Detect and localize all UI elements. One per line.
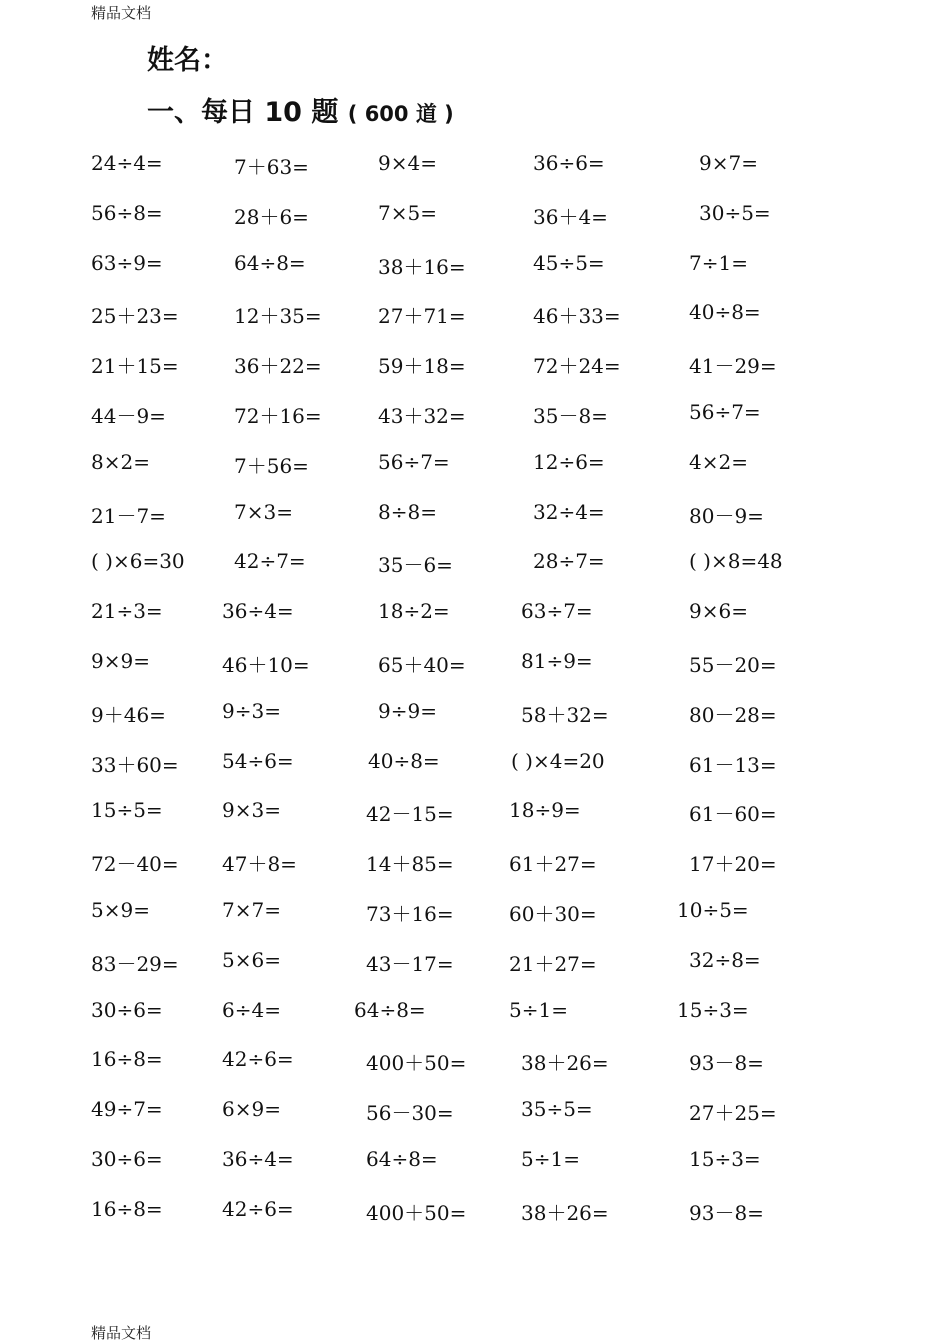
problem-row [0, 798, 950, 828]
math-problem: 36÷4= [222, 1147, 294, 1171]
math-problem: 72＋24= [533, 354, 621, 378]
math-problem: 7÷1= [689, 251, 748, 275]
problem-row [0, 599, 950, 629]
math-problem: 5÷1= [521, 1147, 580, 1171]
math-problem: 16÷8= [91, 1197, 163, 1221]
math-problem: 27＋25= [689, 1101, 777, 1125]
math-problem: 56÷7= [378, 450, 450, 474]
math-problem: 400＋50= [366, 1201, 467, 1225]
math-problem: 65＋40= [378, 653, 466, 677]
problem-row [0, 1147, 950, 1177]
math-problem: 63÷9= [91, 251, 163, 275]
problem-row [0, 450, 950, 480]
math-problem: 16÷8= [91, 1047, 163, 1071]
math-problem: 61－13= [689, 753, 777, 777]
problem-row [0, 848, 950, 878]
math-problem: 7＋63= [234, 155, 309, 179]
problem-row [0, 500, 950, 530]
math-problem: 9×7= [699, 151, 758, 175]
math-problem: 47＋8= [222, 852, 297, 876]
math-problem: 4×2= [689, 450, 748, 474]
math-problem: 93－8= [689, 1051, 764, 1075]
math-problem: 10÷5= [677, 898, 749, 922]
math-problem: 93－8= [689, 1201, 764, 1225]
math-problem: 24÷4= [91, 151, 163, 175]
math-problem: 58＋32= [521, 703, 609, 727]
math-problem: 5×9= [91, 898, 150, 922]
math-problem: 30÷5= [699, 201, 771, 225]
math-problem: 43＋32= [378, 404, 466, 428]
math-problem: 9＋46= [91, 703, 166, 727]
math-problem: 35－6= [378, 553, 453, 577]
math-problem: 72＋16= [234, 404, 322, 428]
math-problem: 8÷8= [378, 500, 437, 524]
math-problem: 9×9= [91, 649, 150, 673]
math-problem: 30÷6= [91, 1147, 163, 1171]
math-problem: 80－9= [689, 504, 764, 528]
math-problem: 35÷5= [521, 1097, 593, 1121]
math-problem: 40÷8= [368, 749, 440, 773]
math-problem: 33＋60= [91, 753, 179, 777]
section-title-text: 一、每日 10 题 [147, 97, 339, 128]
page-header: 精品文档 [91, 4, 152, 22]
math-problem: 17＋20= [689, 852, 777, 876]
math-problem: 72－40= [91, 852, 179, 876]
math-problem: 38＋26= [521, 1051, 609, 1075]
math-problem: 38＋16= [378, 255, 466, 279]
math-problem: 9×3= [222, 798, 281, 822]
math-problem: 18÷9= [509, 798, 581, 822]
math-problem: 63÷7= [521, 599, 593, 623]
math-problem: 38＋26= [521, 1201, 609, 1225]
math-problem: 36÷4= [222, 599, 294, 623]
name-label: 姓名： [147, 45, 228, 76]
section-subtitle: ( 600 道 ) [347, 102, 454, 126]
math-problem: 7×5= [378, 201, 437, 225]
math-problem: 21－7= [91, 504, 166, 528]
problem-row [0, 998, 950, 1028]
math-problem: 46＋33= [533, 304, 621, 328]
math-problem: 73＋16= [366, 902, 454, 926]
math-problem: 9×6= [689, 599, 748, 623]
math-problem: 6÷4= [222, 998, 281, 1022]
math-problem: ( )×8=48 [689, 549, 783, 573]
math-problem: 5÷1= [509, 998, 568, 1022]
problem-row [0, 948, 950, 978]
math-problem: 5×6= [222, 948, 281, 972]
problem-row [0, 549, 950, 579]
math-problem: 56÷7= [689, 400, 761, 424]
math-problem: 21＋27= [509, 952, 597, 976]
math-problem: 9×4= [378, 151, 437, 175]
math-problem: 64÷8= [354, 998, 426, 1022]
math-problem: 60＋30= [509, 902, 597, 926]
problem-row [0, 400, 950, 430]
math-problem: 35－8= [533, 404, 608, 428]
math-problem: 21＋15= [91, 354, 179, 378]
section-title [147, 90, 454, 129]
problem-row [0, 749, 950, 779]
math-problem: 14＋85= [366, 852, 454, 876]
math-problem: 49÷7= [91, 1097, 163, 1121]
math-problem: 8×2= [91, 450, 150, 474]
math-problem: 15÷3= [689, 1147, 761, 1171]
problem-row [0, 1097, 950, 1127]
problem-row [0, 151, 950, 181]
problem-row [0, 350, 950, 380]
math-problem: 46＋10= [222, 653, 310, 677]
math-problem: 32÷4= [533, 500, 605, 524]
problem-row [0, 201, 950, 231]
math-problem: 25＋23= [91, 304, 179, 328]
math-problem: 28÷7= [533, 549, 605, 573]
math-problem: 36÷6= [533, 151, 605, 175]
math-problem: 40÷8= [689, 300, 761, 324]
math-problem: 59＋18= [378, 354, 466, 378]
math-problem: 36＋22= [234, 354, 322, 378]
problem-row [0, 1197, 950, 1227]
math-problem: 44－9= [91, 404, 166, 428]
math-problem: 42÷6= [222, 1197, 294, 1221]
math-problem: 56÷8= [91, 201, 163, 225]
math-problem: 7＋56= [234, 454, 309, 478]
math-problem: 41－29= [689, 354, 777, 378]
math-problem: 9÷9= [378, 699, 437, 723]
math-problem: 54÷6= [222, 749, 294, 773]
math-problem: 64÷8= [234, 251, 306, 275]
math-problem: 83－29= [91, 952, 179, 976]
math-problem: 42÷7= [234, 549, 306, 573]
problem-row [0, 251, 950, 281]
problem-row [0, 1047, 950, 1077]
math-problem: ( )×6=30 [91, 549, 185, 573]
math-problem: 45÷5= [533, 251, 605, 275]
math-problem: 80－28= [689, 703, 777, 727]
math-problem: ( )×4=20 [511, 749, 605, 773]
math-problem: 61＋27= [509, 852, 597, 876]
math-problem: 81÷9= [521, 649, 593, 673]
math-problem: 12＋35= [234, 304, 322, 328]
math-problem: 12÷6= [533, 450, 605, 474]
math-problem: 43－17= [366, 952, 454, 976]
math-problem: 42÷6= [222, 1047, 294, 1071]
math-problem: 21÷3= [91, 599, 163, 623]
math-problem: 30÷6= [91, 998, 163, 1022]
math-problem: 400＋50= [366, 1051, 467, 1075]
math-problem: 64÷8= [366, 1147, 438, 1171]
problem-row [0, 699, 950, 729]
problem-row [0, 300, 950, 330]
page-footer: 精品文档 [91, 1324, 152, 1342]
math-problem: 15÷3= [677, 998, 749, 1022]
math-problem: 15÷5= [91, 798, 163, 822]
math-problem: 28＋6= [234, 205, 309, 229]
problem-row [0, 649, 950, 679]
math-problem: 61－60= [689, 802, 777, 826]
problem-row [0, 898, 950, 928]
math-problem: 6×9= [222, 1097, 281, 1121]
math-problem: 18÷2= [378, 599, 450, 623]
math-problem: 55－20= [689, 653, 777, 677]
math-problem: 7×3= [234, 500, 293, 524]
math-problem: 27＋71= [378, 304, 466, 328]
math-problem: 7×7= [222, 898, 281, 922]
math-problem: 32÷8= [689, 948, 761, 972]
math-problem: 42－15= [366, 802, 454, 826]
math-problem: 36＋4= [533, 205, 608, 229]
math-problem: 56－30= [366, 1101, 454, 1125]
math-problem: 9÷3= [222, 699, 281, 723]
